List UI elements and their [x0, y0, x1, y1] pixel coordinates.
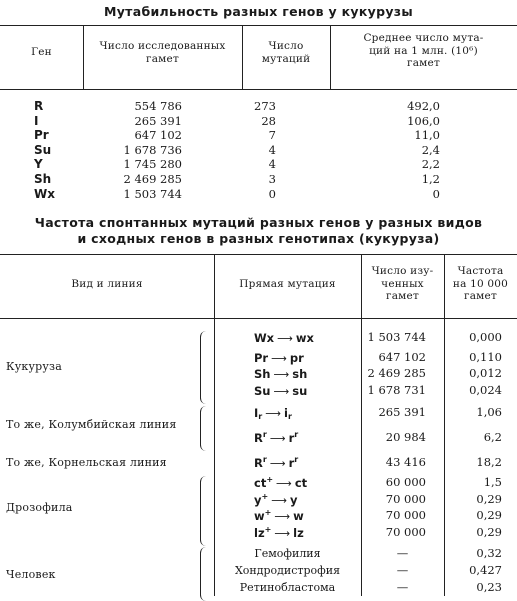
direct-mutation: [254, 509, 304, 523]
allele-superscript: r: [262, 455, 267, 464]
arrow-icon: ⟶: [276, 477, 292, 490]
gene-allele: Sh: [254, 367, 271, 381]
group-brace: [200, 547, 209, 601]
gene-allele: wx: [295, 331, 314, 345]
table2-header-species: Вид и линия: [71, 278, 143, 290]
gene-symbol: Y: [34, 157, 43, 172]
studied-gametes: 265 391: [378, 405, 426, 419]
gene-allele: su: [292, 384, 308, 398]
gene-allele: ct: [294, 476, 308, 490]
table1-header-average: Среднее число мута- ций на 1 млн. (10⁶) гамет: [363, 32, 484, 69]
allele-superscript: r: [262, 430, 267, 439]
studied-gametes: 647 102: [378, 350, 426, 364]
direct-mutation: [254, 406, 292, 420]
gene-allele: Pr: [254, 351, 269, 365]
arrow-icon: ⟶: [273, 385, 290, 398]
direct-mutation: [254, 367, 307, 381]
arrow-icon: ⟶: [269, 457, 286, 470]
table2-header-studied: Число изу- ченных гамет: [371, 265, 434, 302]
mutations-per-million: 2,4: [421, 142, 440, 157]
studied-gametes: 647 102: [134, 128, 182, 143]
table1-title: Мутабильность разных генов у кукурузы: [104, 4, 413, 19]
direct-mutation: [254, 351, 304, 365]
gene-symbol: Pr: [34, 128, 49, 143]
mutation-count: 3: [268, 172, 276, 186]
table2-header-mutation: Прямая мутация: [239, 278, 336, 290]
mutations-per-million: 1,2: [421, 172, 440, 186]
frequency-per-10000: 18,2: [476, 455, 502, 469]
frequency-per-10000: 0,32: [476, 546, 502, 560]
arrow-icon: ⟶: [274, 510, 291, 523]
mutation-count: 273: [254, 99, 276, 113]
studied-gametes: 70 000: [385, 525, 426, 539]
gene-allele: y: [289, 493, 298, 507]
studied-gametes: 2 469 285: [367, 366, 426, 380]
gene-symbol: Su: [34, 142, 52, 157]
frequency-per-10000: 0,29: [476, 492, 502, 506]
allele-superscript: +: [264, 508, 272, 517]
gene-allele: pr: [289, 351, 304, 365]
direct-mutation: [254, 526, 304, 540]
gene-allele: r: [288, 456, 295, 470]
human-condition: Гемофилия: [254, 547, 321, 560]
arrow-icon: ⟶: [271, 494, 287, 507]
table2-col-divider: [361, 254, 362, 596]
frequency-per-10000: 0,012: [469, 366, 502, 380]
human-condition: Ретинобластома: [239, 581, 336, 594]
mutations-per-million: 492,0: [407, 99, 440, 113]
gene-allele: r: [288, 431, 295, 445]
table2-title: Частота спонтанных мутаций разных генов у разных видов и сходных генов в разных генотипах (кукуруза): [34, 215, 483, 246]
frequency-per-10000: 0,29: [476, 525, 502, 539]
gene-allele: w: [293, 509, 304, 523]
gene-allele: i: [284, 406, 288, 420]
allele-subscript: r: [258, 412, 263, 421]
species-line-label: Дрозофила: [6, 501, 73, 514]
mutations-per-million: 2,2: [421, 157, 440, 172]
frequency-per-10000: 1,06: [476, 405, 502, 419]
mutations-per-million: 106,0: [407, 113, 440, 128]
table1-header-rule: [0, 89, 517, 90]
frequency-per-10000: 0,024: [469, 383, 502, 397]
gene-allele: Wx: [254, 331, 275, 345]
arrow-icon: ⟶: [273, 368, 290, 381]
direct-mutation: [254, 384, 307, 398]
gene-allele: I: [254, 406, 259, 420]
direct-mutation: [254, 331, 314, 345]
direct-mutation: [254, 456, 298, 470]
direct-mutation: [254, 476, 307, 490]
table1-header-studied: Число исследованных гамет: [99, 40, 226, 65]
studied-gametes: 1 503 744: [367, 330, 426, 344]
frequency-per-10000: 0,110: [469, 350, 502, 364]
frequency-per-10000: 0,23: [476, 580, 502, 594]
species-line-label: То же, Колумбийская линия: [6, 418, 177, 431]
mutation-count: 7: [268, 128, 276, 143]
allele-superscript: r: [294, 455, 299, 464]
species-line-label: Кукуруза: [6, 360, 63, 373]
frequency-per-10000: 6,2: [483, 430, 502, 444]
studied-gametes: 2 469 285: [123, 172, 182, 186]
group-brace: [200, 331, 209, 404]
studied-gametes: 1 745 280: [123, 157, 182, 172]
gene-allele: R: [254, 431, 263, 445]
direct-mutation: [254, 431, 298, 445]
species-line-label: Человек: [6, 568, 56, 581]
group-brace: [200, 406, 209, 451]
group-brace: [200, 476, 209, 546]
studied-gametes: 20 984: [385, 430, 426, 444]
studied-gametes: 1 678 736: [123, 142, 182, 157]
studied-gametes: 70 000: [385, 492, 426, 506]
studied-gametes: 265 391: [134, 113, 182, 128]
studied-gametes: 1 503 744: [123, 186, 182, 201]
table2-col-divider: [214, 254, 215, 596]
table1-header-mutations: Число мутаций: [261, 40, 311, 65]
studied-gametes: —: [396, 580, 409, 594]
mutation-count: 4: [268, 157, 276, 172]
gene-symbol: Sh: [34, 172, 52, 186]
gene-allele: R: [254, 456, 263, 470]
gene-symbol: I: [34, 113, 39, 128]
gene-symbol: Wx: [34, 186, 55, 201]
table2-header-rule: [0, 318, 517, 319]
gene-allele: lz: [293, 526, 304, 540]
human-condition: Хондродистрофия: [234, 564, 341, 577]
mutations-per-million: 0: [432, 186, 440, 201]
direct-mutation: [254, 493, 297, 507]
studied-gametes: —: [396, 546, 409, 560]
allele-superscript: r: [294, 430, 299, 439]
gene-allele: lz: [254, 526, 265, 540]
studied-gametes: 60 000: [385, 475, 426, 489]
mutation-count: 28: [261, 113, 276, 128]
studied-gametes: 43 416: [385, 455, 426, 469]
gene-allele: y: [254, 493, 262, 507]
arrow-icon: ⟶: [277, 332, 293, 345]
allele-superscript: +: [264, 525, 272, 534]
frequency-per-10000: 0,427: [469, 563, 502, 577]
species-line-label: То же, Корнельская линия: [6, 456, 167, 469]
mutations-per-million: 11,0: [414, 128, 440, 143]
studied-gametes: 70 000: [385, 508, 426, 522]
gene-allele: Su: [254, 384, 271, 398]
table2-top-rule: [0, 254, 517, 255]
arrow-icon: ⟶: [271, 352, 287, 365]
studied-gametes: 1 678 731: [367, 383, 426, 397]
gene-allele: w: [254, 509, 265, 523]
gene-symbol: R: [34, 99, 44, 113]
studied-gametes: —: [396, 563, 409, 577]
gene-allele: ct: [254, 476, 267, 490]
frequency-per-10000: 0,000: [469, 330, 502, 344]
arrow-icon: ⟶: [265, 407, 282, 420]
studied-gametes: 554 786: [134, 99, 182, 113]
table2-header-frequency: Частота на 10 000 гамет: [452, 265, 509, 302]
allele-subscript: r: [287, 412, 292, 421]
arrow-icon: ⟶: [274, 527, 291, 540]
gene-allele: sh: [292, 367, 308, 381]
allele-superscript: +: [266, 475, 274, 484]
table1-top-rule: [0, 25, 517, 26]
frequency-per-10000: 1,5: [483, 475, 502, 489]
table1-header-gene: Ген: [31, 46, 52, 58]
allele-superscript: +: [261, 492, 269, 501]
table2-col-divider: [444, 254, 445, 596]
arrow-icon: ⟶: [269, 432, 286, 445]
mutation-count: 4: [268, 142, 276, 157]
mutation-count: 0: [268, 186, 276, 201]
frequency-per-10000: 0,29: [476, 508, 502, 522]
